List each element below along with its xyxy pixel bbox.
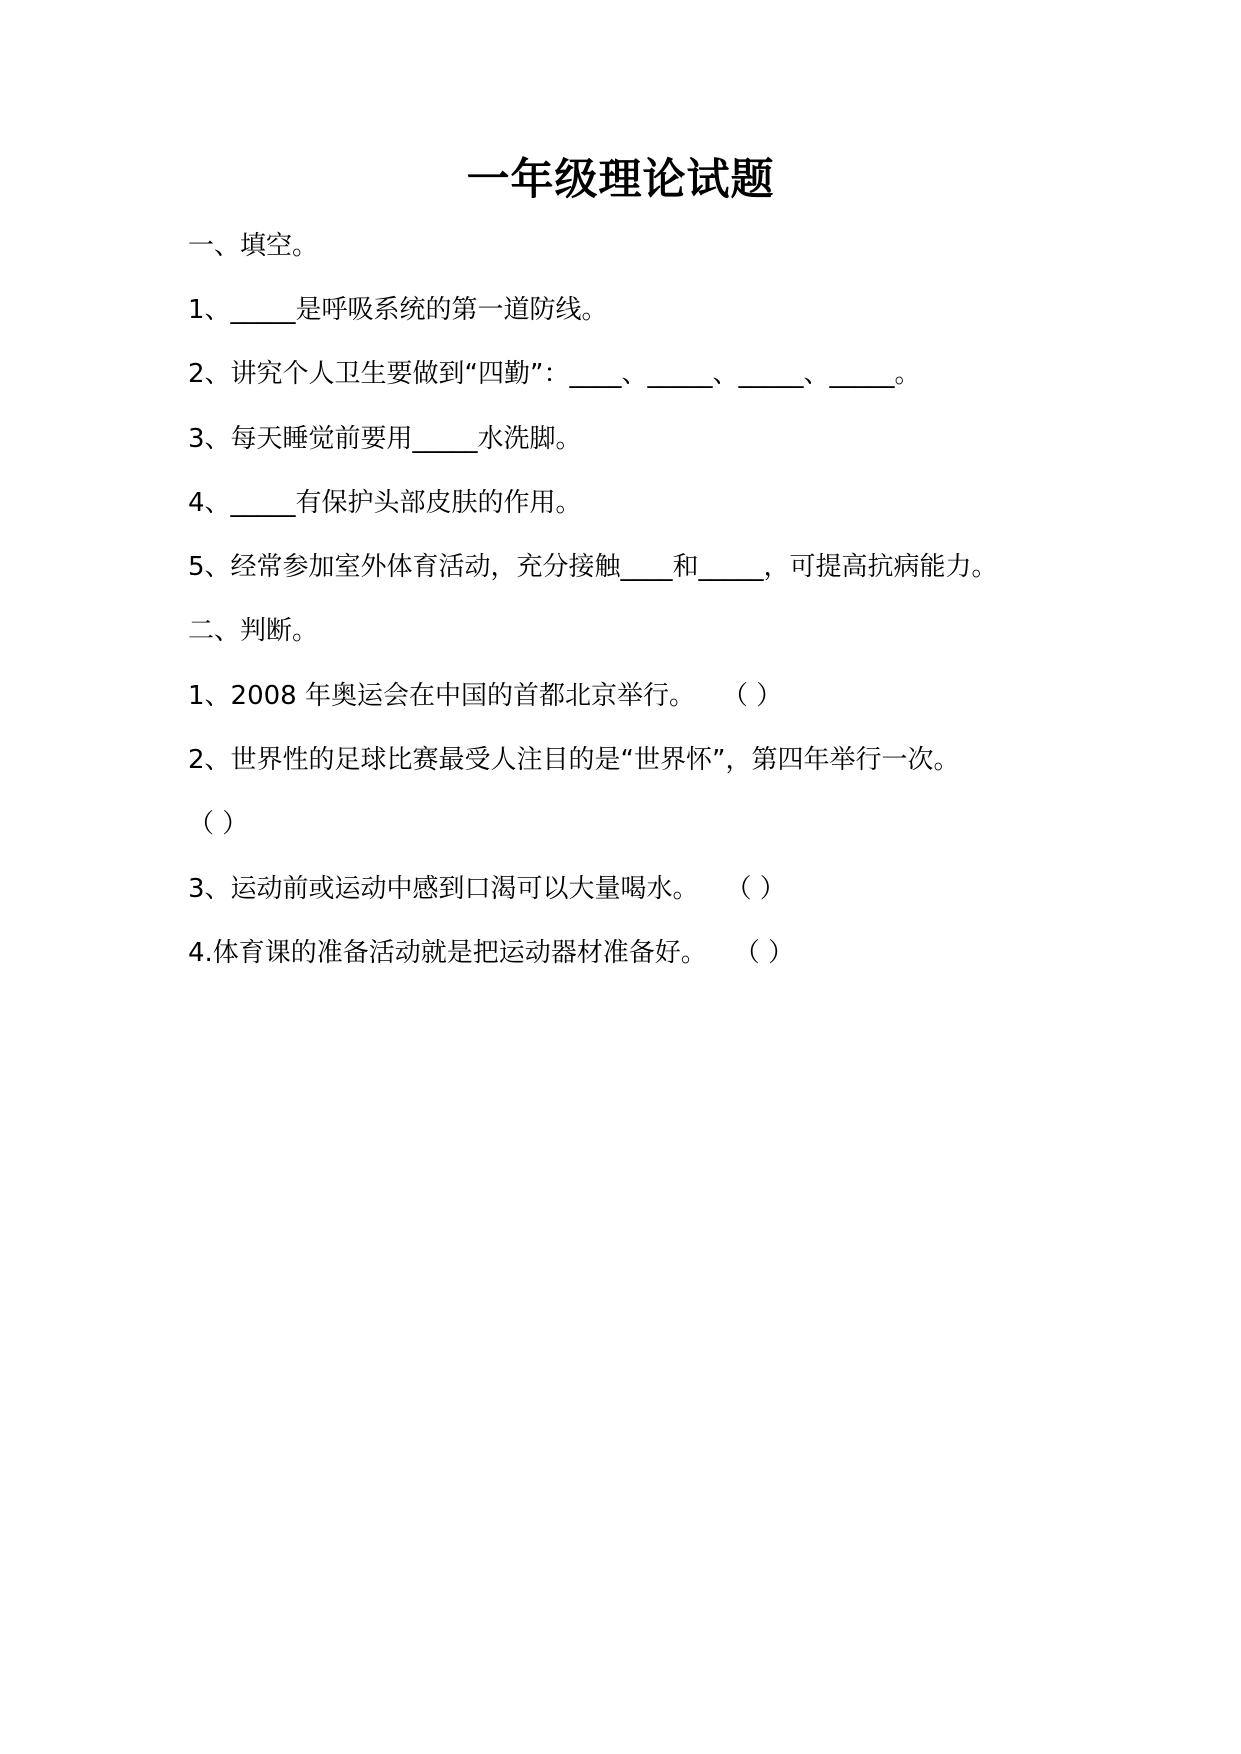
answer-brackets: （ ）	[746, 938, 795, 968]
answer-brackets: （ ）	[188, 809, 249, 839]
question-text: 4.体育课的准备活动就是把运动器材准备好。	[188, 938, 707, 968]
question-text: 3、运动前或运动中感到口渴可以大量喝水。	[188, 874, 699, 904]
page-title: 一年级理论试题	[466, 155, 775, 205]
fill-blank-question-2: 2、讲究个人卫生要做到“四勤”：____、_____、_____、_____。	[188, 359, 921, 389]
true-false-question-2: 2、世界性的足球比赛最受人注目的是“世界怀”，第四年举行一次。	[188, 745, 960, 775]
fill-blank-question-1: 1、_____是呼吸系统的第一道防线。	[188, 295, 608, 325]
answer-brackets: （ ）	[734, 681, 783, 711]
section-fill-blank-heading: 一、填空。	[188, 231, 319, 261]
section-true-false-heading: 二、判断。	[188, 616, 319, 646]
fill-blank-question-5: 5、经常参加室外体育活动，充分接触____和_____，可提高抗病能力。	[188, 552, 998, 582]
true-false-question-4	[188, 935, 794, 971]
true-false-question-1	[188, 678, 782, 714]
question-text: 1、2008 年奥运会在中国的首都北京举行。	[188, 681, 695, 711]
fill-blank-question-4: 4、_____有保护头部皮肤的作用。	[188, 488, 582, 518]
fill-blank-question-3: 3、每天睡觉前要用_____水洗脚。	[188, 424, 582, 454]
answer-brackets: （ ）	[738, 874, 786, 904]
true-false-question-3	[188, 871, 786, 907]
